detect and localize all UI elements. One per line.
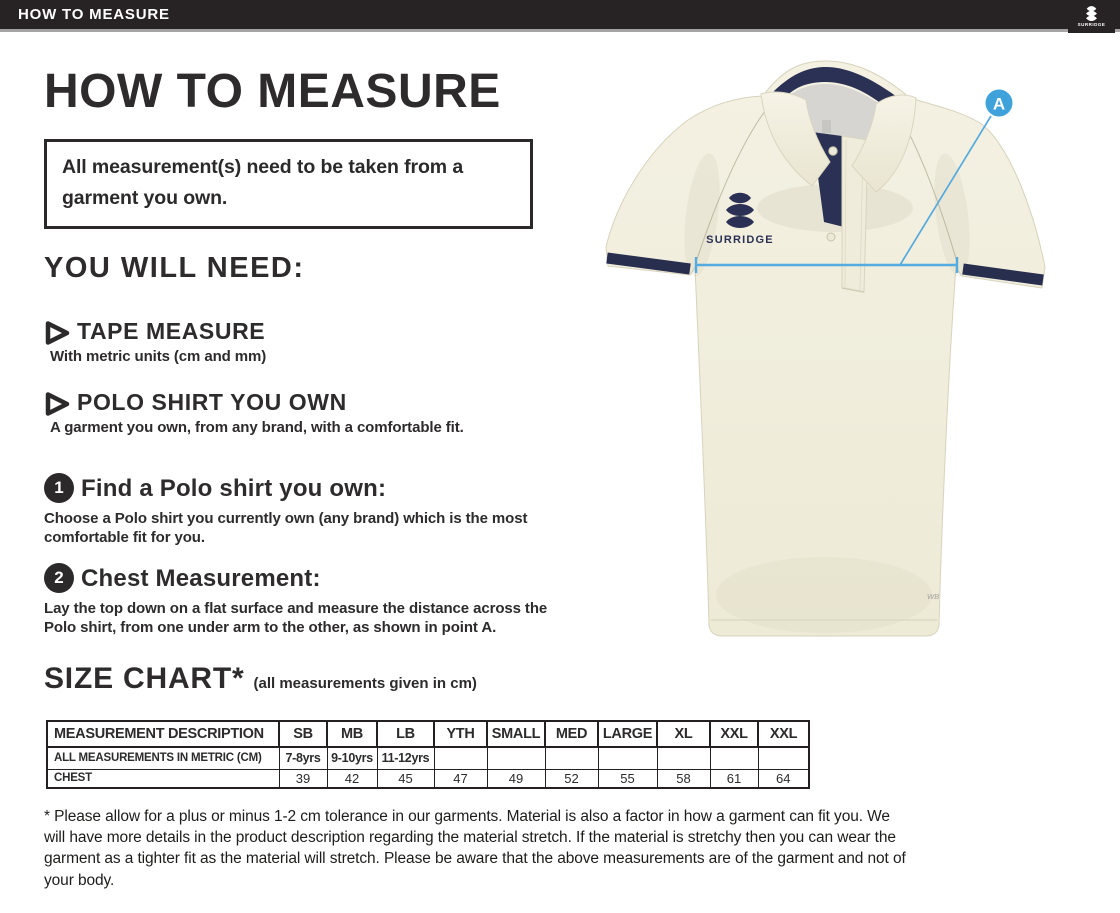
polo-shirt-shape (606, 61, 1045, 636)
table-cell (487, 747, 545, 769)
column-header: MEASUREMENT DESCRIPTION (47, 721, 279, 747)
polo-shirt-illustration (580, 40, 1120, 665)
table-cell (598, 747, 657, 769)
triangle-bullet-icon (44, 320, 70, 351)
step-title: Find a Polo shirt you own: (81, 475, 387, 502)
marker-a-badge (986, 90, 1013, 117)
table-cell (710, 747, 758, 769)
need-item-title: TAPE MEASURE (77, 318, 266, 344)
step-number-badge: 2 (44, 563, 74, 593)
button (829, 147, 837, 155)
header-divider (0, 29, 1120, 32)
table-cell: 55 (598, 769, 657, 788)
surridge-logo (1068, 0, 1115, 33)
you-will-need-heading: YOU WILL NEED: (44, 252, 305, 284)
table-cell: 64 (758, 769, 809, 788)
step-description: Choose a Polo shirt you currently own (any brand) which is the most comfortable fit for you. (44, 510, 528, 546)
table-cell: 11-12yrs (377, 747, 434, 769)
column-header: SB (279, 721, 327, 747)
table-cell: 47 (434, 769, 487, 788)
size-chart-title: SIZE CHART* (44, 662, 245, 695)
table-cell (758, 747, 809, 769)
table-cell: 45 (377, 769, 434, 788)
header-bar (0, 0, 1120, 29)
table-cell: 39 (279, 769, 327, 788)
step-1 (44, 473, 624, 548)
column-header: XXL (758, 721, 809, 747)
need-item-polo-shirt (44, 389, 624, 436)
column-header: YTH (434, 721, 487, 747)
note-text: All measurement(s) need to be taken from a garment you own. (62, 156, 464, 209)
row-label: CHEST (47, 769, 279, 788)
column-header: MB (327, 721, 377, 747)
table-row (47, 747, 809, 769)
table-cell (545, 747, 598, 769)
table-cell (434, 747, 487, 769)
size-chart-heading (44, 662, 477, 696)
button (827, 233, 835, 241)
table-cell (657, 747, 710, 769)
table-cell: 61 (710, 769, 758, 788)
need-item-title: POLO SHIRT YOU OWN (77, 389, 347, 415)
marker-a-label: A (992, 94, 1006, 114)
table-cell: 49 (487, 769, 545, 788)
row-label: ALL MEASUREMENTS IN METRIC (CM) (47, 747, 279, 769)
step-title: Chest Measurement: (81, 565, 321, 592)
need-item-description: A garment you own, from any brand, with a comfortable fit. (50, 419, 464, 436)
table-cell: 9-10yrs (327, 747, 377, 769)
surridge-wordmark: SURRIDGE (1077, 22, 1106, 27)
surridge-chest-logo (726, 193, 754, 228)
header-title: HOW TO MEASURE (18, 6, 170, 23)
need-item-description: With metric units (cm and mm) (50, 348, 267, 365)
triangle-bullet-icon (44, 391, 70, 422)
size-chart-table (46, 720, 810, 789)
table-header-row (47, 721, 809, 747)
table-row (47, 769, 809, 788)
table-cell: 42 (327, 769, 377, 788)
note-box (44, 139, 533, 229)
step-2 (44, 563, 624, 638)
table-cell: 52 (545, 769, 598, 788)
size-chart-subtitle: (all measurements given in cm) (253, 675, 477, 692)
surridge-swirl-icon (1083, 6, 1100, 21)
column-header: XXL (710, 721, 758, 747)
column-header: SMALL (487, 721, 545, 747)
surridge-chest-wordmark: SURRIDGE (706, 234, 774, 246)
column-header: XL (657, 721, 710, 747)
table-cell: 58 (657, 769, 710, 788)
column-header: LB (377, 721, 434, 747)
tolerance-footnote: * Please allow for a plus or minus 1-2 cm tolerance in our garments. Material is also a factor in how a garment can fit you. We will have more details in the product description regarding the material stretch. If the material is stretchy then you can wear the garment as a tighter fit as the material will stretch. Please be aware that the above measurements are of the garment and not of your body. (44, 808, 906, 889)
step-number-badge: 1 (44, 473, 74, 503)
step-description: Lay the top down on a flat surface and measure the distance across the Polo shirt, from one under arm to the other, as shown in point A. (44, 600, 548, 636)
page-title: HOW TO MEASURE (44, 65, 501, 118)
column-header: LARGE (598, 721, 657, 747)
neck-label (822, 120, 831, 133)
need-item-tape-measure (44, 318, 624, 365)
table-cell: 7-8yrs (279, 747, 327, 769)
column-header: MED (545, 721, 598, 747)
care-mark: WB (927, 592, 940, 601)
